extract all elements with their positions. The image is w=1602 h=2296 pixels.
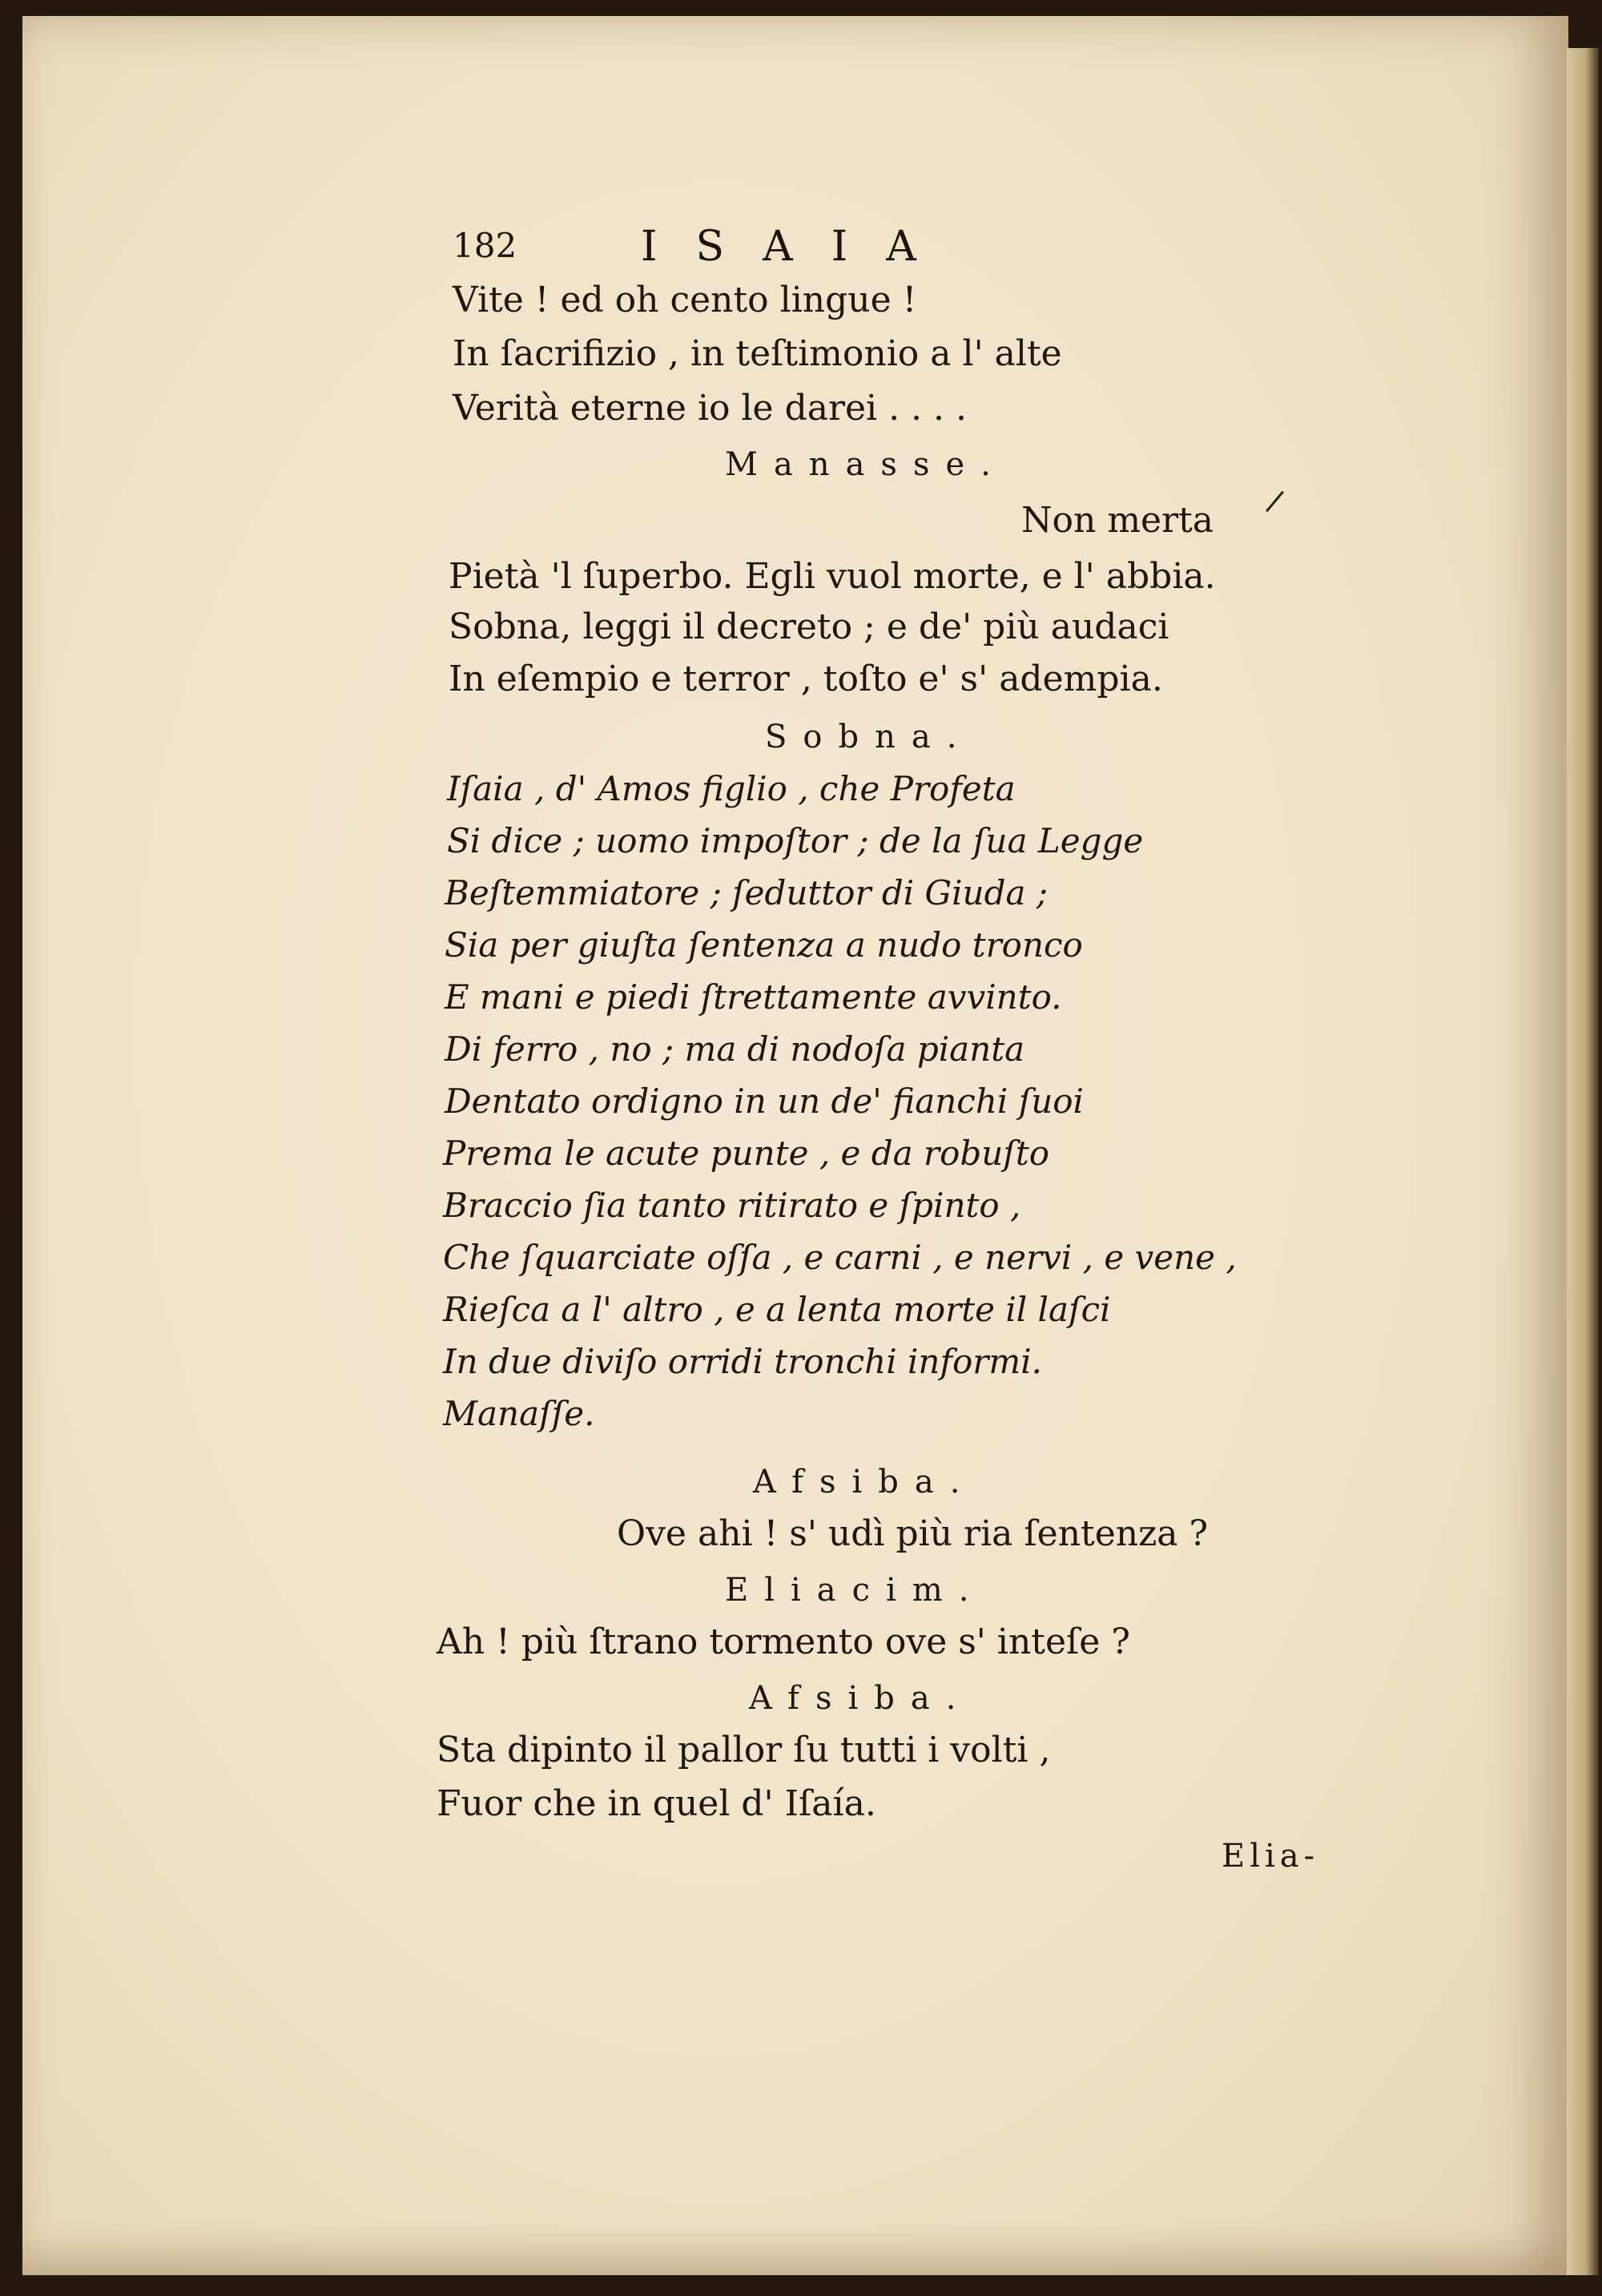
decree-line: E mani e piedi ſtrettamente avvinto. [445, 977, 1062, 1017]
verse-line: Sta dipinto il pallor ſu tutti i volti , [437, 1730, 1051, 1770]
decree-line: Prema le acute punte , e da robuſto [443, 1134, 1050, 1173]
verse-line: Fuor che in quel d' Iſaía. [437, 1783, 876, 1824]
decree-line: Manaſſe. [443, 1394, 595, 1433]
decree-line: Braccio ſia tanto ritirato e ſpinto , [443, 1186, 1021, 1225]
speaker-name: Afsiba. [753, 1464, 976, 1500]
decree-line: Che ſquarciate oſſa , e carni , e nervi , e vene , [443, 1238, 1237, 1277]
verse-line: Pietà 'l ſuperbo. Egli vuol morte, e l' abbia. [449, 556, 1216, 597]
decree-line: Sia per giuſta ſentenza a nudo tronco [445, 925, 1083, 965]
verse-line: In ſacrifizio , in teſtimonio a l' alte [453, 333, 1062, 374]
decree-line: In due diviſo orridi tronchi informi. [443, 1342, 1042, 1381]
verse-line: In eſempio e terror , toſto e' s' adempia. [449, 659, 1163, 699]
decree-line: Iſaia , d' Amos figlio , che Profeta [447, 769, 1016, 808]
speaker-name: Afsiba. [749, 1680, 972, 1717]
decree-line: Di ferro , no ; ma di nodoſa pianta [445, 1029, 1025, 1069]
verse-line: Ah ! più ſtrano tormento ove s' inteſe ? [437, 1621, 1130, 1662]
verse-line: Vite ! ed oh cento lingue ! [453, 280, 917, 320]
verse-line: Verità eterne io le darei . . . . [453, 388, 968, 429]
decree-line: Rieſca a l' altro , e a lenta morte il laſci [443, 1290, 1111, 1329]
verse-line: Sobna, leggi il decreto ; e de' più audaci [449, 606, 1169, 647]
decree-line: Si dice ; uomo impoſtor ; de la ſua Legge [447, 821, 1144, 860]
speaker-name: Manasse. [725, 446, 1007, 483]
ink-mark [1266, 491, 1284, 512]
decree-line: Dentato ordigno in un de' fianchi ſuoi [445, 1082, 1084, 1121]
verse-line: Non merta [1021, 500, 1214, 541]
decree-line: Beſtemmiatore ; ſeduttor di Giuda ; [445, 873, 1049, 912]
speaker-name: Sobna. [765, 719, 973, 755]
catchword: Elia- [1222, 1838, 1320, 1875]
verse-line: Ove ahi ! s' udì più ria ſentenza ? [617, 1513, 1209, 1554]
page-number: 182 [453, 226, 517, 265]
running-title: ISAIA [641, 223, 955, 271]
speaker-name: Eliacim. [725, 1572, 985, 1609]
